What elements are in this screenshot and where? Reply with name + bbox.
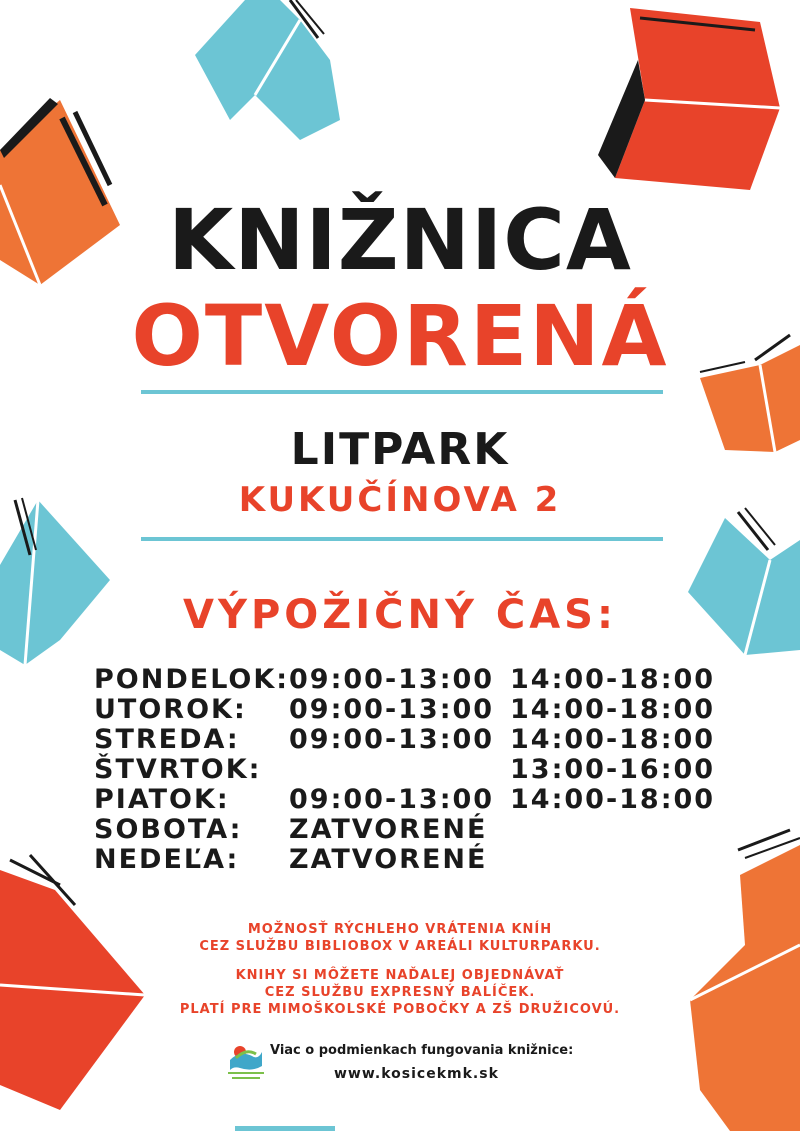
bottom-accent <box>235 1126 335 1131</box>
time-morning: 09:00-13:00 <box>289 784 495 815</box>
note-bibliobox <box>0 921 800 955</box>
time-afternoon: 14:00-18:00 <box>510 784 716 815</box>
hours-heading: VÝPOŽIČNÝ ČAS: <box>183 592 617 638</box>
day-label: PIATOK: <box>94 784 230 815</box>
book-illustration-red-topright <box>598 8 780 190</box>
location-address: KUKUČÍNOVA 2 <box>238 480 562 520</box>
time-morning: 09:00-13:00 <box>289 694 495 725</box>
time-morning: 09:00-13:00 <box>289 664 495 695</box>
note-line: KNIHY SI MÔŽETE NAĎALEJ OBJEDNÁVAŤ <box>235 968 565 983</box>
day-label: NEDEĽA: <box>94 844 240 875</box>
divider-bottom <box>141 537 663 541</box>
time-morning: 09:00-13:00 <box>289 724 495 755</box>
location-name: LITPARK <box>290 424 510 475</box>
note-line: CEZ SLUŽBU BIBLIOBOX V AREÁLI KULTURPARKU. <box>199 939 601 954</box>
title-line1: KNIŽNICA <box>168 191 632 289</box>
note-express-package <box>0 967 800 1018</box>
footer-url[interactable]: www.kosicekmk.sk <box>334 1066 499 1082</box>
note-line: PLATÍ PRE MIMOŠKOLSKÉ POBOČKY A ZŠ DRUŽICOVÚ. <box>179 1002 621 1017</box>
note-line: CEZ SLUŽBU EXPRESNÝ BALÍČEK. <box>264 985 536 1000</box>
divider-top <box>141 390 663 394</box>
time-morning: ZATVORENÉ <box>289 844 488 875</box>
time-morning: ZATVORENÉ <box>289 814 488 845</box>
day-label: ŠTVRTOK: <box>94 754 262 785</box>
time-afternoon: 14:00-18:00 <box>510 724 716 755</box>
library-logo <box>226 1042 266 1084</box>
time-afternoon: 13:00-16:00 <box>510 754 716 785</box>
time-afternoon: 14:00-18:00 <box>510 694 716 725</box>
day-label: STREDA: <box>94 724 240 755</box>
note-line: MOŽNOSŤ RÝCHLEHO VRÁTENIA KNÍH <box>247 922 553 937</box>
footer-info: Viac o podmienkach fungovania knižnice: <box>270 1043 574 1058</box>
day-label: PONDELOK: <box>94 664 290 695</box>
title-line2: OTVORENÁ <box>131 287 669 385</box>
day-label: UTOROK: <box>94 694 247 725</box>
day-label: SOBOTA: <box>94 814 243 845</box>
time-afternoon: 14:00-18:00 <box>510 664 716 695</box>
book-illustration-blue-top <box>195 0 340 140</box>
